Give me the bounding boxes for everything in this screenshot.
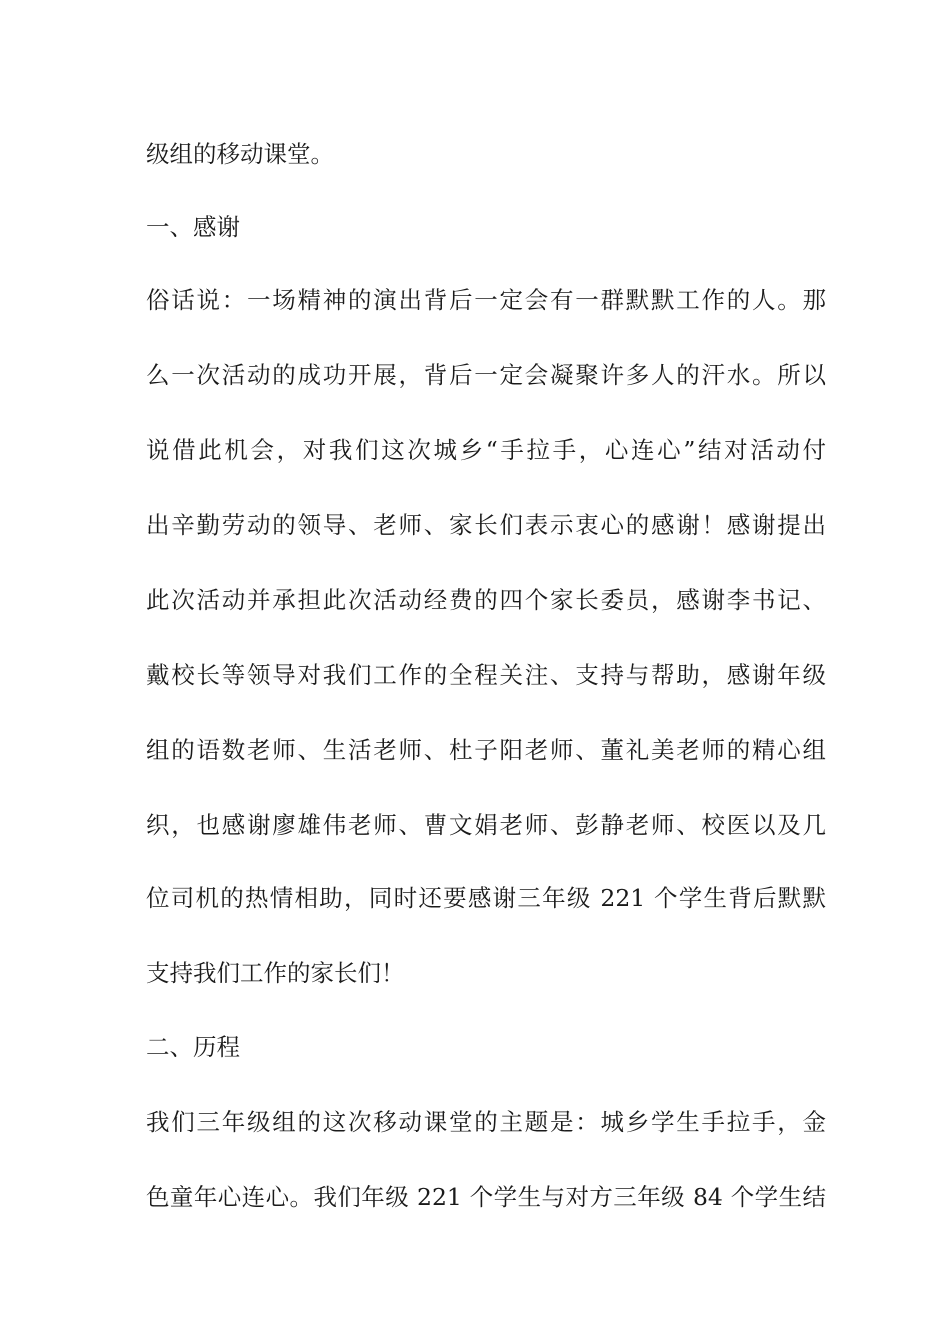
paragraph-line: 我们三年级组的这次移动课堂的主题是：城乡学生手拉手，金 — [146, 1108, 826, 1136]
paragraph-line: 说借此机会，对我们这次城乡“手拉手，心连心”结对活动付 — [146, 436, 826, 464]
paragraph-line: 支持我们工作的家长们！ — [146, 959, 405, 987]
paragraph-line: 此次活动并承担此次活动经费的四个家长委员，感谢李书记、 — [146, 586, 826, 614]
paragraph-line: 色童年心连心。我们年级 221 个学生与对方三年级 84 个学生结 — [146, 1183, 826, 1211]
paragraph-line: 出辛勤劳动的领导、老师、家长们表示衷心的感谢！感谢提出 — [146, 511, 826, 539]
paragraph-line: 织，也感谢廖雄伟老师、曹文娟老师、彭静老师、校医以及几 — [146, 811, 826, 839]
paragraph-line: 位司机的热情相助，同时还要感谢三年级 221 个学生背后默默 — [146, 884, 826, 912]
section-heading: 二、历程 — [146, 1033, 240, 1061]
paragraph-line: 俗话说：一场精神的演出背后一定会有一群默默工作的人。那 — [146, 286, 826, 314]
paragraph-line: 戴校长等领导对我们工作的全程关注、支持与帮助，感谢年级 — [146, 661, 826, 689]
paragraph-line: 级组的移动课堂。 — [146, 140, 334, 168]
paragraph-line: 么一次活动的成功开展，背后一定会凝聚许多人的汗水。所以 — [146, 361, 826, 389]
paragraph-line: 组的语数老师、生活老师、杜子阳老师、董礼美老师的精心组 — [146, 736, 826, 764]
section-heading: 一、感谢 — [146, 213, 240, 241]
